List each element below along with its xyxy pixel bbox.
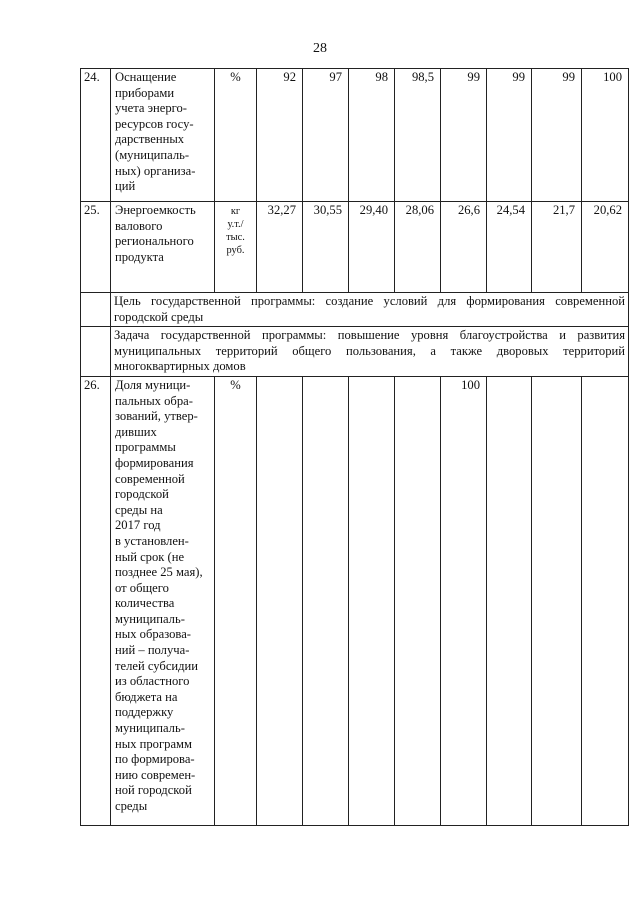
value-cell: 21,7 (532, 202, 582, 293)
value-cell (395, 376, 441, 825)
value-cell (582, 376, 629, 825)
row-number: 24. (81, 69, 111, 202)
value-cell (532, 376, 582, 825)
table-row (81, 69, 629, 202)
unit: % (215, 69, 257, 202)
program-goal: Цель государственной программы: создание условий для формирования современной городской среды (111, 293, 629, 327)
value-cell (487, 376, 532, 825)
unit: % (215, 376, 257, 825)
row-number: 26. (81, 376, 111, 825)
value-cell: 28,06 (395, 202, 441, 293)
unit: кг у.т./ тыс. руб. (215, 202, 257, 293)
value-cell: 99 (441, 69, 487, 202)
empty-cell (81, 327, 111, 377)
value-cell: 100 (441, 376, 487, 825)
indicator-name: Оснащение приборами учета энерго- ресурсов госу- дарственных (муниципаль- ных) организа- ций (111, 69, 215, 202)
indicator-name: Энергоемкость валового регионального продукта (111, 202, 215, 293)
table-row (81, 293, 629, 327)
value-cell: 99 (487, 69, 532, 202)
value-cell: 98,5 (395, 69, 441, 202)
empty-cell (81, 293, 111, 327)
value-cell: 92 (257, 69, 303, 202)
value-cell: 20,62 (582, 202, 629, 293)
value-cell (303, 376, 349, 825)
value-cell (349, 376, 395, 825)
page-number: 28 (313, 41, 327, 56)
program-task: Задача государственной программы: повышение уровня благоустройства и развития муниципальных территорий общего пользования, а также дворовых территорий многоквартирных домов (111, 327, 629, 377)
value-cell: 26,6 (441, 202, 487, 293)
value-cell (257, 376, 303, 825)
table-row (81, 376, 629, 825)
value-cell: 99 (532, 69, 582, 202)
value-cell: 97 (303, 69, 349, 202)
value-cell: 100 (582, 69, 629, 202)
row-number: 25. (81, 202, 111, 293)
value-cell: 29,40 (349, 202, 395, 293)
table-row (81, 327, 629, 377)
indicator-name: Доля муници- пальных обра- зований, утвер- дивших программы формирования современной городской среды на 2017 год в установлен- ный срок (не позднее 25 мая), от общего количества муниципаль- ных образова- ний – получа- телей субсидии из областного бюджета на поддержку муниципаль- ных программ по формирова- нию современ- ной городской среды (111, 376, 215, 825)
value-cell: 24,54 (487, 202, 532, 293)
value-cell: 32,27 (257, 202, 303, 293)
value-cell: 98 (349, 69, 395, 202)
table-row (81, 202, 629, 293)
indicators-table (80, 68, 629, 826)
value-cell: 30,55 (303, 202, 349, 293)
